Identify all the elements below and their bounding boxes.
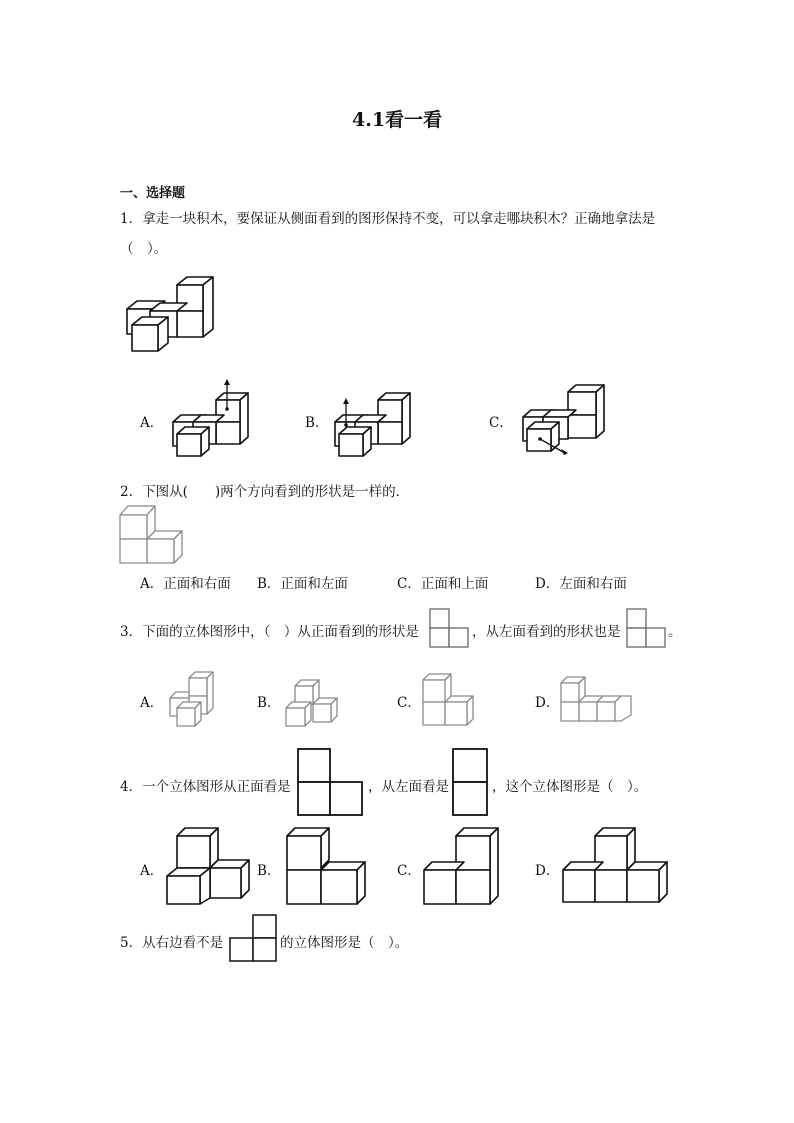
q3-option-d-figure (558, 674, 638, 726)
section-heading: 一、选择题 (120, 186, 186, 201)
q3-option-a-figure (165, 668, 225, 730)
q2-option-b: B．正面和左面 (257, 576, 348, 592)
q2-option-d: D．左面和右面 (535, 576, 627, 592)
q4-option-b-figure (285, 826, 373, 906)
q3-option-d-label: D． (535, 695, 560, 711)
q3-option-c-figure (421, 670, 486, 730)
q3-option-c-label: C． (397, 695, 421, 711)
question-4-text-part3: ，这个立体图形是（ ）。 (492, 779, 648, 795)
question-3-text-part3: 。 (668, 624, 682, 640)
q4-option-d-figure (561, 826, 673, 906)
question-4-text-part1: 4．一个立体图形从正面看是 (120, 779, 291, 795)
q1-main-block-figure (120, 272, 220, 357)
q1-option-a-label: A． (140, 415, 164, 431)
q4-option-c-label: C． (397, 863, 421, 879)
q4-front-view-shape (297, 748, 365, 818)
q5-view-shape (229, 914, 279, 964)
q4-option-a-figure (165, 826, 253, 906)
q3-option-a-label: A． (140, 695, 164, 711)
question-5-text-part2: 的立体图形是（ ）。 (280, 935, 409, 951)
question-3-text-part1: 3．下面的立体图形中，（ ）从正面看到的形状是 (120, 624, 419, 640)
question-5-text-part1: 5．从右边看不是 (120, 935, 224, 951)
q1-option-c-figure (518, 380, 613, 460)
q3-front-view-shape (429, 608, 471, 650)
q1-option-b-label: B． (305, 415, 329, 431)
question-1-text: 1．拿走一块积木，要保证从侧面看到的图形保持不变，可以拿走哪块积木？正确地拿法是 (120, 211, 656, 227)
page-title: 4.1看一看 (352, 109, 443, 131)
q4-option-c-figure (422, 826, 504, 906)
q4-left-view-shape (452, 748, 490, 818)
q3-option-b-label: B． (257, 695, 281, 711)
question-1-blank: （ ）。 (120, 241, 168, 257)
q2-option-c: C．正面和上面 (397, 576, 489, 592)
q2-block-figure (115, 500, 195, 570)
q2-option-a: A．正面和右面 (140, 576, 231, 592)
q1-option-a-figure (168, 378, 253, 458)
q3-option-b-figure (281, 668, 351, 730)
question-2-text: 2．下图从( )两个方向看到的形状是一样的． (120, 484, 410, 500)
q1-option-b-figure (330, 385, 415, 460)
q4-option-d-label: D． (535, 863, 560, 879)
question-3-text-part2: ，从左面看到的形状也是 (472, 624, 621, 640)
q4-option-a-label: A． (140, 863, 164, 879)
q4-option-b-label: B． (257, 863, 281, 879)
q3-left-view-shape (626, 608, 668, 650)
question-4-text-part2: ，从左面看是 (368, 779, 449, 795)
q1-option-c-label: C． (489, 415, 513, 431)
